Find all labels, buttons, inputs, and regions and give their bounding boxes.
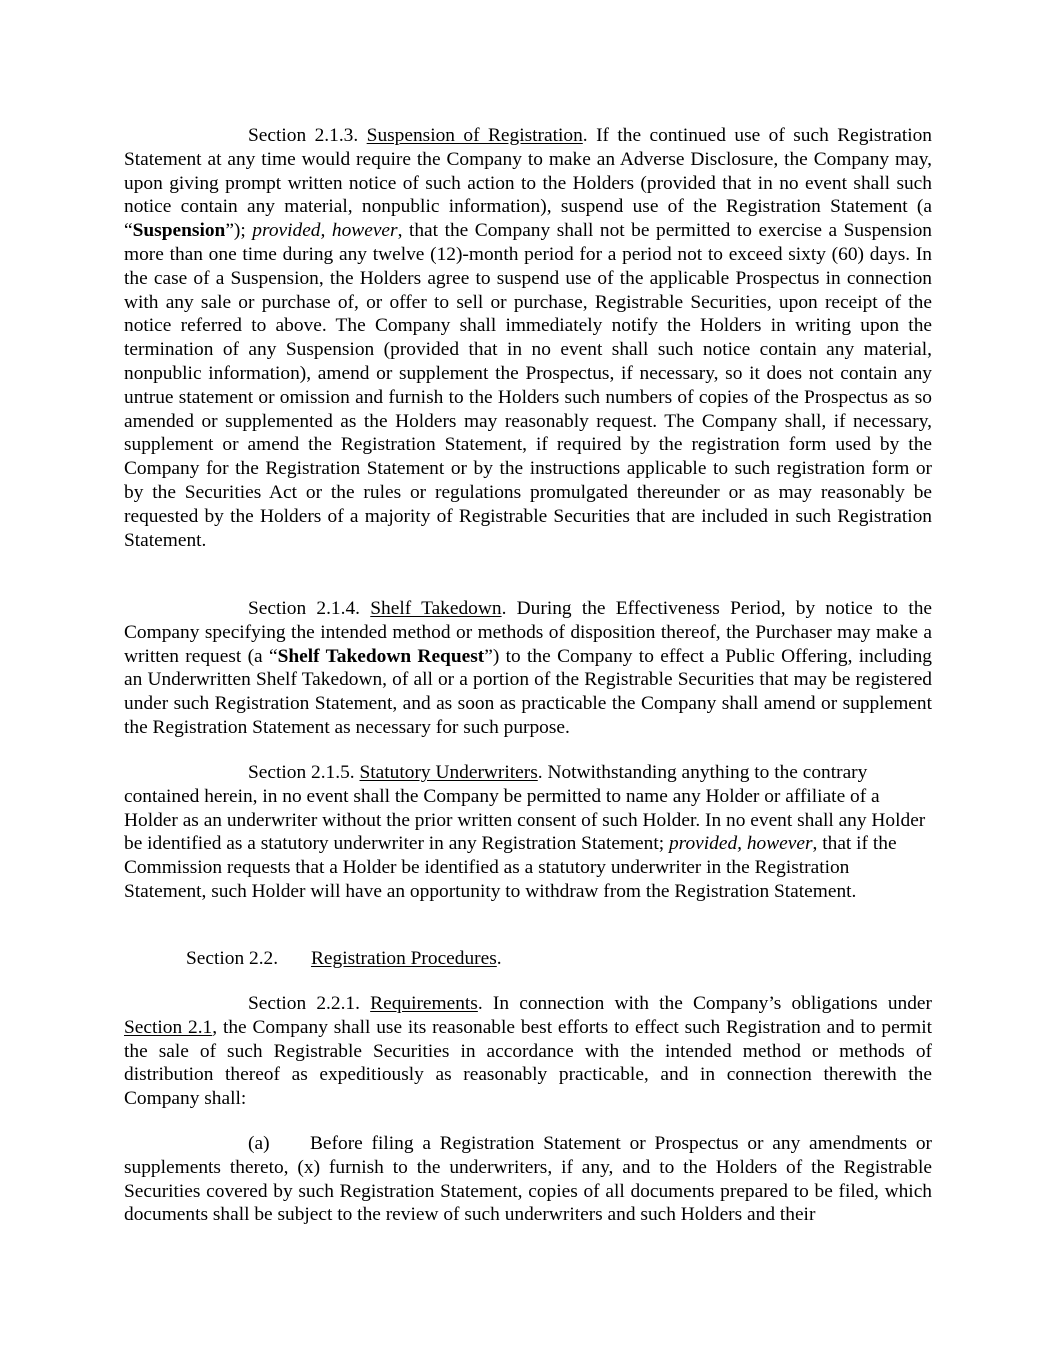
defined-term-suspension: Suspension xyxy=(132,220,226,242)
section-2-1-4-paragraph: Section 2.1.4. Shelf Takedown. During the Effectiveness Period, by notice to the Company specifying the intended method or methods of disposition thereof, the Purchaser may make a written request (a “Shelf Takedown Request”) to the Company to effect a Public Offering, including an Underwritten Shelf Takedown, of all or a portion of the Registrable Securities that may be registered under such Registration Statement, and as soon as practicable the Company shall amend or supplement the Registration Statement as necessary for such purpose. xyxy=(124,598,933,738)
section-2-1-5-title: Statutory Underwriters xyxy=(359,762,538,783)
section-2-1-3-label: Section 2.1.3. xyxy=(248,125,359,146)
section-2-1-4-label: Section 2.1.4. xyxy=(248,598,361,619)
section-2-2-title: Registration Procedures xyxy=(311,948,497,969)
section-2-1-3-title: Suspension of Registration xyxy=(366,125,583,146)
defined-term-shelf-takedown-request: Shelf Takedown Request xyxy=(277,645,485,667)
section-2-1-4-title: Shelf Takedown xyxy=(370,598,502,619)
proviso-text: provided, however xyxy=(252,220,398,242)
section-2-2-1-paragraph: Section 2.2.1. Requirements. In connection with the Company’s obligations under Section 2.1, the Company shall use its reasonable best efforts to effect such Registration and to permit the sale of such Registrable Securities in accordance with the intended method or methods of distribution thereof as expeditiously as reasonably practicable, and in connection therewith the Company shall: xyxy=(124,993,933,1110)
proviso-text: provided, however xyxy=(668,833,813,855)
section-2-1-5-paragraph: Section 2.1.5. Statutory Underwriters. Notwithstanding anything to the contrary contained herein, in no event shall the Company be permitted to name any Holder or affiliate of a Holder as an underwriter without the prior written consent of such Holder. In no event shall any Holder be identified as a statutory underwriter in any Registration Statement; provided, however, that if the Commission requests that a Holder be identified as a statutory underwriter in the Registration Statement, such Holder will have an opportunity to withdraw from the Registration Statement. xyxy=(124,762,926,902)
section-2-1-3-paragraph: Section 2.1.3. Suspension of Registration. If the continued use of such Registration Statement at any time would require the Company to make an Adverse Disclosure, the Company may, upon giving prompt written notice of such action to the Holders (provided that in no event shall such notice contain any material, nonpublic information), suspend use of the Registration Statement (a “Suspension”); provided, however, that the Company shall not be permitted to exercise a Suspension more than one time during any twelve (12)-month period for a period not to exceed sixty (60) days. In the case of a Suspension, the Holders agree to suspend use of the applicable Prospectus in connection with any sale or purchase of, or offer to sell or purchase, Registrable Securities, upon receipt of the notice referred to above. The Company shall immediately notify the Holders in writing upon the termination of any Suspension (provided that in no event shall such notice contain any material, nonpublic information), amend or supplement the Prospectus, if necessary, so it does not contain any untrue statement or omission and furnish to the Holders such numbers of copies of the Prospectus as so amended or supplemented as the Holders may reasonably request. The Company shall, if necessary, supplement or amend the Registration Statement, if required by the registration form used by the Company for the Registration Statement or by the instructions applicable to such registration form or by the Securities Act or the rules or regulations promulgated thereunder or as may reasonably be requested by the Holders of a majority of Registrable Securities that are included in such Registration Statement. xyxy=(124,125,933,551)
section-2-2-label: Section 2.2. xyxy=(186,948,279,969)
paragraph-a-marker: (a) xyxy=(248,1133,270,1154)
section-2-2-1-title: Requirements xyxy=(370,993,478,1014)
section-2-1-cross-reference: Section 2.1 xyxy=(124,1016,213,1038)
section-2-2-1-label: Section 2.2.1. xyxy=(248,993,360,1014)
paragraph-a-text: Before filing a Registration Statement or Prospectus or any amendments or supplements thereto, (x) furnish to the underwriters, if any, and to the Holders of the Registrable Securities covered by such Registration Statement, copies of all documents prepared to be filed, which documents shall be subject to the review of such underwriters and such Holders and their xyxy=(124,1133,932,1226)
paragraph-a xyxy=(124,1132,932,1227)
section-2-2-heading: Section 2.2. Registration Procedures. xyxy=(186,948,502,969)
section-2-1-5-label: Section 2.1.5. xyxy=(248,762,355,783)
